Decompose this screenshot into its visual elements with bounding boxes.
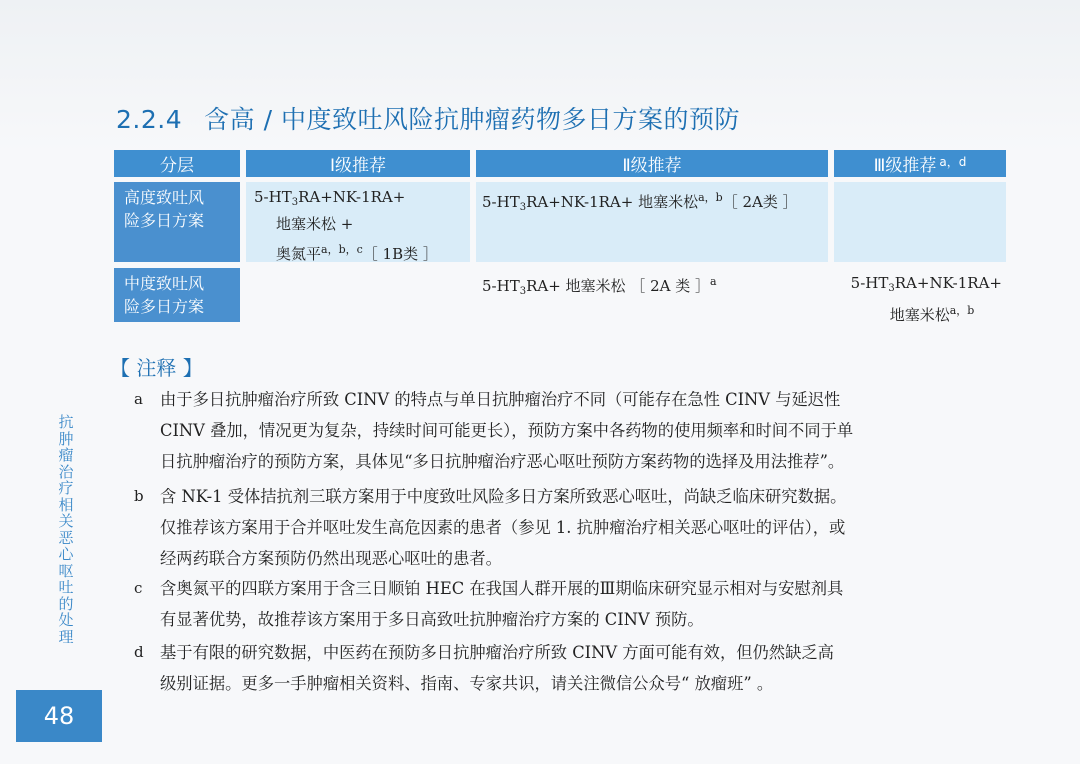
header-level3-label: Ⅲ级推荐 — [873, 156, 937, 176]
notes-title: 【 注释 】 — [110, 356, 203, 380]
side-chapter-label: 抗肿瘤治疗相关恶心呕吐的处理 — [58, 413, 74, 646]
cell-line — [254, 185, 438, 212]
text-run: 5-HT — [482, 277, 520, 295]
note-body — [160, 573, 1014, 635]
note-line: 基于有限的研究数据，中医药在预防多日抗肿瘤治疗所致 CINV 方面可能有效，但仍然缺乏高 — [160, 643, 834, 662]
note-d — [134, 637, 1014, 699]
section-title — [116, 100, 740, 136]
note-marker: a — [134, 390, 143, 408]
text-run: RA+NK-1RA+ — [894, 274, 1002, 292]
text-run: 地塞米松 — [889, 306, 950, 324]
cell-bg — [834, 182, 1006, 262]
note-line: 日抗肿瘤治疗的预防方案，具体见“多日抗肿瘤治疗恶心呕吐预防方案药物的选择及用法推荐”。 — [160, 452, 845, 471]
note-body — [160, 384, 1014, 477]
note-a — [134, 384, 1014, 477]
cell-line: 地塞米松 + — [276, 215, 354, 233]
page-number-text: 48 — [43, 702, 75, 730]
header-level3-sup: a，d — [939, 155, 967, 169]
text-run: 5-HT — [254, 188, 292, 206]
subscript: 3 — [519, 286, 527, 297]
superscript: a，b — [949, 304, 975, 317]
superscript: a，b — [698, 191, 723, 204]
row-label-line: 中度致吐风 — [124, 274, 205, 293]
cell-high-level2 — [482, 185, 798, 217]
note-line: 经两药联合方案预防仍然出现恶心呕吐的患者。 — [160, 549, 502, 568]
subscript: 3 — [291, 197, 299, 208]
superscript: a — [710, 275, 717, 288]
note-body — [160, 637, 1014, 699]
cell-moderate-level2 — [482, 269, 717, 301]
text-run: ［ 2A类 ］ — [722, 193, 798, 211]
cell-line — [842, 271, 1002, 298]
note-line: 含奥氮平的四联方案用于含三日顺铂 HEC 在我国人群开展的Ⅲ期临床研究显示相对与安慰剂具 — [160, 579, 844, 598]
subscript: 3 — [888, 283, 895, 294]
note-line: 由于多日抗肿瘤治疗所致 CINV 的特点与单日抗肿瘤治疗不同（可能存在急性 CINV 与延迟性 — [160, 390, 841, 409]
row-label-line: 险多日方案 — [124, 211, 205, 230]
text-run: RA+NK-1RA+ — [298, 188, 406, 206]
text-run: RA+ 地塞米松 ［ 2A 类 ］ — [526, 277, 710, 295]
recommendation-table — [114, 150, 1006, 322]
subscript: 3 — [519, 202, 527, 213]
section-title-text: 含高 / 中度致吐风险抗肿瘤药物多日方案的预防 — [204, 105, 740, 134]
text-run: 5-HT — [850, 274, 889, 292]
row-label-line: 险多日方案 — [124, 297, 205, 316]
note-line: CINV 叠加，情况更为复杂，持续时间可能更长），预防方案中各药物的使用频率和时间不同于单 — [160, 421, 854, 440]
page-number — [16, 690, 102, 742]
text-run: RA+NK-1RA+ 地塞米松 — [526, 193, 699, 211]
header-level2-label: Ⅱ级推荐 — [622, 156, 682, 176]
header-stratification — [114, 150, 240, 177]
header-stratification-label: 分层 — [160, 156, 194, 176]
cell-moderate-level3 — [842, 271, 1002, 328]
note-line: 有显著优势，故推荐该方案用于多日高致吐抗肿瘤治疗方案的 CINV 预防。 — [160, 610, 704, 629]
note-marker: c — [134, 579, 143, 597]
header-level3 — [834, 150, 1006, 177]
note-line: 级别证据。更多一手肿瘤相关资料、指南、专家共识，请关注微信公众号“ 放瘤班” 。 — [160, 674, 774, 693]
text-run: 奥氮平 — [276, 245, 322, 263]
note-marker: b — [134, 487, 144, 505]
note-line: 含 NK-1 受体拮抗剂三联方案用于中度致吐风险多日方案所致恶心呕吐，尚缺乏临床研究数据。 — [160, 487, 847, 506]
note-b — [134, 481, 1014, 574]
cell-line — [254, 237, 438, 267]
row-label-line: 高度致吐风 — [124, 188, 205, 207]
header-level1-label: Ⅰ级推荐 — [329, 156, 386, 176]
row-label-moderate-risk — [114, 268, 240, 322]
text-run: 5-HT — [482, 193, 520, 211]
note-marker: d — [134, 643, 144, 661]
superscript: a，b，c — [321, 243, 363, 256]
text-run: ［ 1B类 ］ — [362, 245, 438, 263]
cell-high-level1 — [254, 185, 438, 267]
section-number: 2.2.4 — [116, 105, 183, 134]
note-body — [160, 481, 1014, 574]
row-label-high-risk — [114, 182, 240, 262]
note-line: 仅推荐该方案用于合并呕吐发生高危因素的患者（参见 1. 抗肿瘤治疗相关恶心呕吐的评估），或 — [160, 518, 846, 537]
header-level2 — [476, 150, 828, 177]
cell-line — [842, 298, 1002, 328]
header-level1 — [246, 150, 470, 177]
note-c — [134, 573, 1014, 635]
